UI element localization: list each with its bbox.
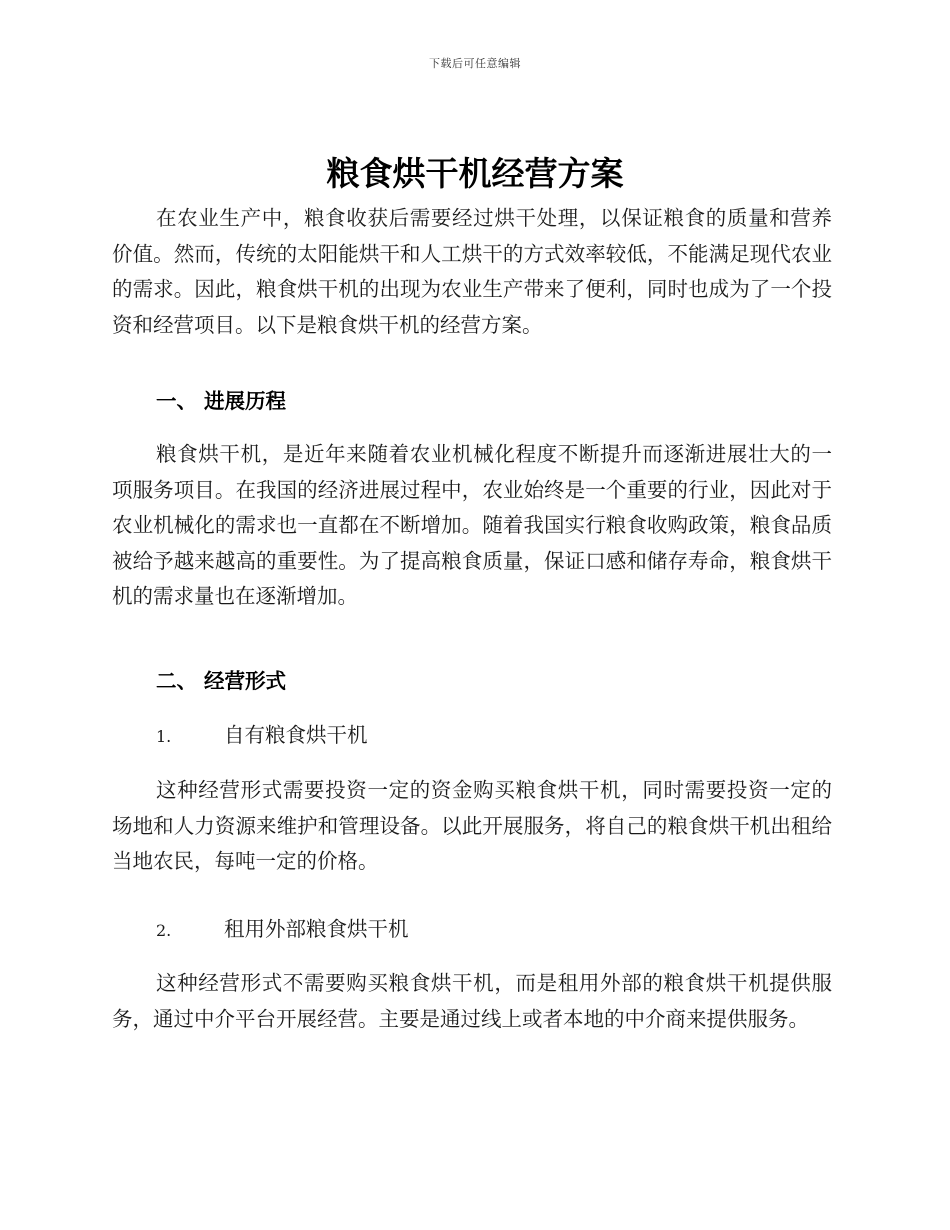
section-heading-text: 进展历程 bbox=[204, 389, 286, 413]
list-item-1 bbox=[156, 720, 368, 752]
list-item-2-paragraph: 这种经营形式不需要购买粮食烘干机，而是租用外部的粮食烘干机提供服务，通过中介平台开展经营。主要是通过线上或者本地的中介商来提供服务。 bbox=[112, 971, 832, 1031]
section-1-paragraph: 粮食烘干机，是近年来随着农业机械化程度不断提升而逐渐进展壮大的一项服务项目。在我国的经济进展过程中，农业始终是一个重要的行业，因此对于农业机械化的需求也一直都在不断增加。随着我国实行粮食收购政策，粮食品质被给予越来越高的重要性。为了提高粮食质量，保证口感和储存寿命，粮食烘干机的需求量也在逐渐增加。 bbox=[112, 442, 832, 608]
header-note: 下载后可任意编辑 bbox=[429, 57, 521, 70]
section-number: 一、 bbox=[156, 389, 197, 413]
list-item-2 bbox=[156, 914, 409, 946]
section-heading-2 bbox=[156, 666, 286, 696]
intro-paragraph: 在农业生产中，粮食收获后需要经过烘干处理，以保证粮食的质量和营养价值。然而，传统的太阳能烘干和人工烘干的方式效率较低，不能满足现代农业的需求。因此，粮食烘干机的出现为农业生产带来了便利，同时也成为了一个投资和经营项目。以下是粮食烘干机的经营方案。 bbox=[112, 206, 832, 337]
list-item-number: 1. bbox=[156, 727, 172, 746]
section-heading-text: 经营形式 bbox=[204, 669, 286, 693]
list-item-label: 自有粮食烘干机 bbox=[224, 723, 368, 747]
list-item-1-paragraph: 这种经营形式需要投资一定的资金购买粮食烘干机，同时需要投资一定的场地和人力资源来维护和管理设备。以此开展服务，将自己的粮食烘干机出租给当地农民，每吨一定的价格。 bbox=[112, 778, 832, 873]
page-title: 粮食烘干机经营方案 bbox=[326, 154, 624, 193]
list-item-label: 租用外部粮食烘干机 bbox=[224, 917, 409, 941]
section-heading-1 bbox=[156, 386, 286, 416]
list-item-number: 2. bbox=[156, 921, 172, 940]
section-number: 二、 bbox=[156, 669, 197, 693]
